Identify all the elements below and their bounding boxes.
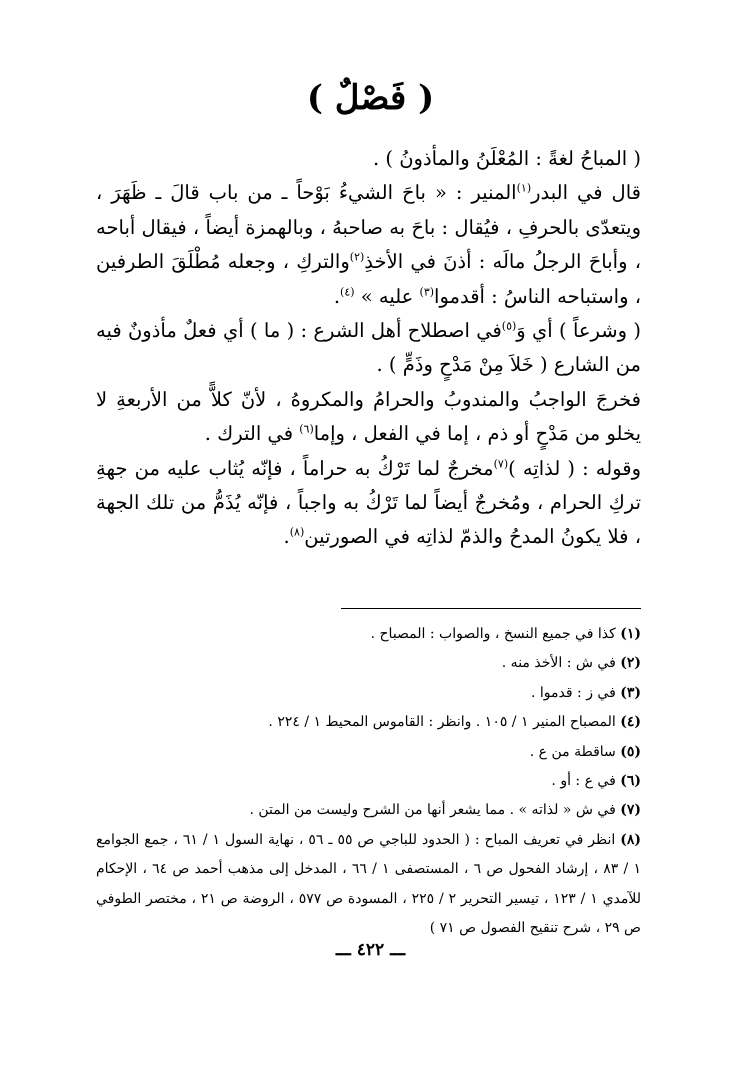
text-run: وقوله : ( لذاتِه ) [508, 456, 642, 480]
footnote-ref: (٨) [289, 525, 305, 539]
footnotes [96, 620, 641, 943]
text-run: ( المباحُ لغةً : المُعْلَنُ والمأذونُ ) . [373, 147, 641, 170]
paragraph [96, 383, 641, 452]
footnote [96, 738, 641, 767]
text-run: المنير : « باحَ الشيءُ بَوْحاً ـ من باب قالَ ـ ظَهَرَ ، ويتعدّى بالحرفِ ، فيُقال : باحَ به صاحبهُ ، وبالهمزة أيضاً ، فيقال أباحه ، وأباحَ الرجلُ مالَه : أذنَ في الأخذِ [96, 181, 641, 274]
text-run: في اصطلاح أهل الشرع : ( ما ) أي فعلٌ مأذونٌ فيه من الشارع ( خَلاَ مِنْ مَدْحٍ وذَمٍّ ) . [96, 319, 641, 377]
footnote-text: في ع : أو . [551, 773, 621, 790]
text-run: والتركِ ، وجعله مُطْلَقَ الطرفين ، واستباحه الناسُ : أقدموا [96, 250, 641, 308]
paragraph [96, 142, 641, 176]
footnote [96, 826, 641, 944]
footnote-text: المصباح المنير ١ / ١٠٥ . وانظر : القاموس المحيط ١ / ٢٢٤ . [268, 714, 621, 731]
footnote [96, 767, 641, 796]
footnote-number: (١) [620, 626, 641, 642]
text-run: في الترك . [204, 422, 300, 446]
paragraph [96, 452, 641, 555]
footnote-number: (٨) [620, 831, 641, 848]
footnote [96, 649, 641, 678]
footnote-text: انظر في تعريف المباح : ( الحدود للباجي ص ٥٥ ـ ٥٦ ، نهاية السول ١ / ٦١ ، جمع الجوامع ١ / ٨٣ ، إرشاد الفحول ص ٦ ، المستصفى ١ / ٦٦ ، المدخل إلى مذهب أحمد ص ٦٤ ، الإحكام للآمدي ١ / ١٢٣ ، تيسير التحرير ٢ / ٢٢٥ ، المسودة ص ٥٧٧ ، الروضة ص ٢١ ، مختصر الطوفي ص ٢٩ ، شرح تنقيح الفصول ص ٧١ ) [96, 831, 642, 937]
footnote-ref: (٤) [340, 285, 355, 299]
footnote-number: (٢) [620, 655, 641, 672]
footnote-ref: (٢) [349, 250, 365, 264]
footnote-text: ساقطة من ع . [529, 743, 621, 760]
footnote [96, 796, 641, 825]
main-text [96, 142, 641, 555]
footnote-text: كذا في جميع النسخ ، والصواب : المصباح . [370, 626, 621, 642]
footnote-ref: (٦) [299, 422, 314, 436]
footnote [96, 620, 641, 649]
footnote-number: (٥) [620, 743, 641, 760]
footnote-ref: (١) [516, 181, 532, 195]
text-run: مخرجٌ لما تَرْكُ به حراماً ، فإنّه يُثاب عليه من جهةِ تركِ الحرام ، ومُخرجٌ أيضاً لما تَرْكُ به واجباً ، فإنّه يُذَمُّ من تلك الجهة ، فلا يكونُ المدحُ والذمّ لذاتِه في الصورتين [96, 456, 641, 549]
text-run: ( وشرعاً ) أي وَ [516, 319, 641, 343]
footnote-text: في ش : الأخذ منه . [501, 655, 621, 672]
footnote-text: في ز : قدموا . [531, 684, 621, 701]
text-run: قال في البدر [531, 181, 641, 205]
footnote-ref: (٧) [493, 457, 509, 471]
section-heading: ( فَصْلٌ ) [306, 78, 435, 118]
paragraph [96, 314, 641, 383]
text-run: فخرجَ الواجبُ والمندوبُ والحرامُ والمكروهُ ، لأنّ كلاًّ من الأربعةِ لا يخلو من مَدْحٍ أو ذم ، إما في الفعل ، وإما [96, 387, 641, 446]
footnote-number: (٤) [620, 714, 641, 731]
footnote-ref: (٣) [419, 285, 435, 299]
footnote-text: في ش « لذاته » . مما يشعر أنها من الشرح وليست من المتن . [249, 802, 621, 819]
footnote-separator [341, 608, 641, 609]
page-number: ـــ ٤٢٢ ـــ [335, 940, 406, 960]
footnote-ref: (٥) [501, 319, 517, 333]
footnote [96, 708, 641, 737]
footnote-number: (٦) [620, 773, 641, 790]
text-run: . [283, 525, 290, 549]
text-run: عليه » [354, 284, 420, 308]
paragraph [96, 176, 641, 314]
footnote-number: (٧) [620, 802, 641, 819]
footnote [96, 679, 641, 708]
text-run: . [333, 284, 341, 308]
footnote-number: (٣) [620, 684, 641, 701]
